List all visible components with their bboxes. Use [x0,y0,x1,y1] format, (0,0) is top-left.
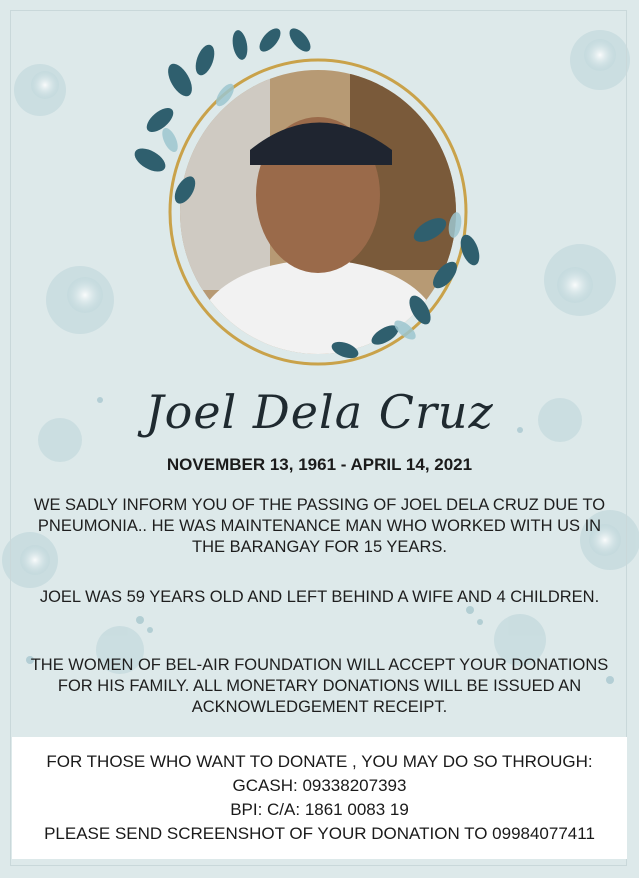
family-paragraph: JOEL WAS 59 YEARS OLD AND LEFT BEHIND A WIFE AND 4 CHILDREN. [39,588,600,606]
gcash-number: GCASH: 09338207393 [232,776,407,795]
announcement-paragraph: WE SADLY INFORM YOU OF THE PASSING OF JOEL DELA CRUZ DUE TO PNEUMONIA.. HE WAS MAINTENANCE MAN WHO WORKED WITH US IN THE BARANGAY FOR 15 YEARS. [33,496,606,556]
donation-intro: FOR THOSE WHO WANT TO DONATE , YOU MAY DO SO THROUGH: [46,752,593,771]
bpi-account: BPI: C/A: 1861 0083 19 [230,800,409,819]
deceased-name: Joel Dela Cruz [145,385,494,439]
foundation-paragraph: THE WOMEN OF BEL-AIR FOUNDATION WILL ACCEPT YOUR DONATIONS FOR HIS FAMILY. ALL MONETARY DONATIONS WILL BE ISSUED AN ACKNOWLEDGEMENT RECEIPT. [30,656,609,716]
portrait [0,0,639,420]
life-dates: NOVEMBER 13, 1961 - APRIL 14, 2021 [166,455,473,474]
screenshot-instruction: PLEASE SEND SCREENSHOT OF YOUR DONATION TO 09984077411 [44,824,595,843]
